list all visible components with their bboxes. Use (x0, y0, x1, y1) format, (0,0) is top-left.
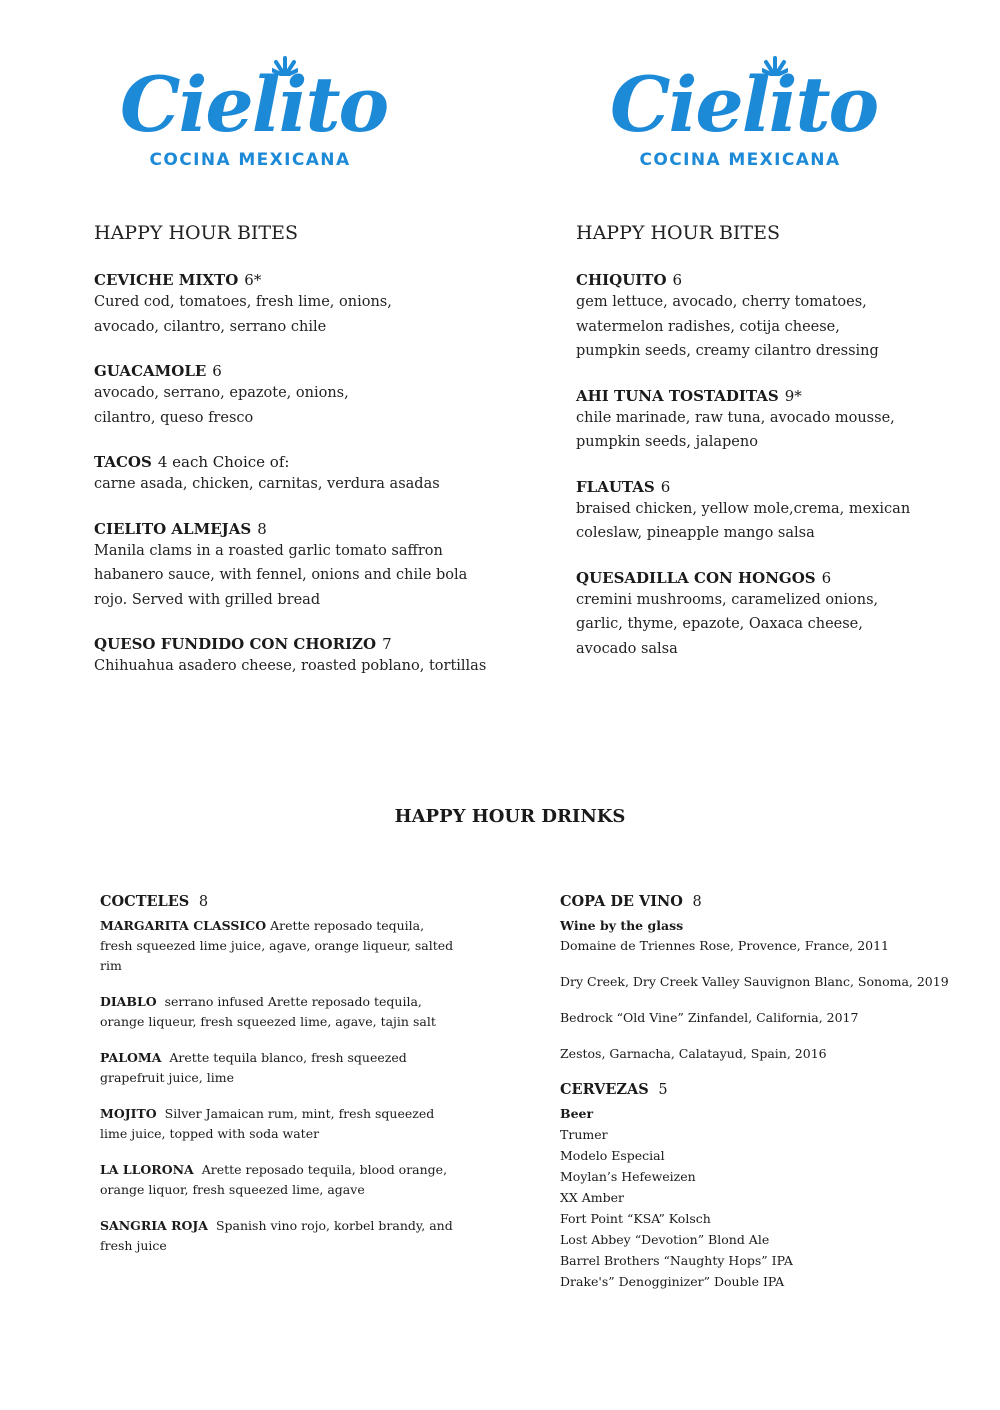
brand-tagline: COCINA MEXICANA (149, 150, 351, 170)
beer-item: Moylan’s Hefeweizen (560, 1169, 696, 1184)
menu-item-description: avocado, serrano, epazote, onions, cilantro, queso fresco (94, 385, 349, 426)
cocktail-name: PALOMA (100, 1050, 162, 1065)
cocktail-list (100, 916, 460, 1256)
cocktail-item (100, 1160, 460, 1200)
brand-logo-left (120, 60, 388, 170)
menu-item-heading (94, 519, 514, 539)
beer-item: Modelo Especial (560, 1148, 665, 1163)
beer-item: Drake's” Denogginizer” Double IPA (560, 1274, 785, 1289)
bites-column-right (576, 222, 976, 683)
menu-item-name: FLAUTAS (576, 477, 655, 496)
section-price: 5 (658, 1082, 668, 1098)
menu-item-name: CEVICHE MIXTO (94, 271, 239, 289)
cocktail-item (100, 1104, 460, 1144)
menu-item-name: AHI TUNA TOSTADITAS (576, 386, 779, 405)
menu-item-name: GUACAMOLE (94, 362, 207, 380)
menu-item (94, 634, 514, 679)
section-heading (560, 1080, 980, 1100)
section-heading (100, 892, 460, 912)
wine-item: Zestos, Garnacha, Calatayud, Spain, 2016 (560, 1046, 827, 1061)
menu-item-heading (94, 452, 514, 472)
agave-leaf-icon (272, 54, 298, 76)
cocktail-item (100, 1216, 460, 1256)
menu-item-price: 9* (784, 386, 802, 405)
cocktail-description: Arette reposado tequila, blood orange, orange liquor, fresh squeezed lime, agave (100, 1162, 448, 1197)
menu-item-price: 6 (212, 362, 222, 380)
cocktail-description: Spanish vino rojo, korbel brandy, and fresh juice (100, 1218, 453, 1253)
section-price: 8 (692, 894, 702, 910)
menu-item-heading (94, 634, 514, 654)
beer-item: XX Amber (560, 1190, 625, 1205)
section-title: HAPPY HOUR BITES (94, 222, 298, 244)
section-price: 8 (198, 894, 209, 910)
menu-item-heading (576, 386, 976, 406)
menu-item-description: chile marinade, raw tuna, avocado mousse, pumpkin seeds, jalapeno (576, 409, 895, 450)
beer-item: Trumer (560, 1127, 608, 1142)
cocktail-name: DIABLO (100, 994, 157, 1009)
menu-item-heading (94, 361, 514, 381)
section-heading (560, 892, 980, 912)
section-title: HAPPY HOUR BITES (576, 222, 780, 244)
menu-item-heading (576, 568, 976, 588)
menu-item-heading (576, 270, 976, 290)
beer-list (560, 1124, 980, 1292)
beer-item: Barrel Brothers “Naughty Hops” IPA (560, 1253, 793, 1268)
brand-wordmark: Cielito (610, 62, 870, 148)
menu-item-price: 6* (244, 271, 262, 289)
menu-item (576, 477, 976, 546)
menu-item (94, 519, 514, 613)
menu-item-price: 7 (382, 635, 392, 653)
beer-item: Lost Abbey “Devotion” Blond Ale (560, 1232, 770, 1247)
section-name: COCTELES (100, 893, 190, 910)
cocktail-name: SANGRIA ROJA (100, 1218, 209, 1233)
cocktail-name: LA LLORONA (100, 1162, 194, 1177)
cocktail-item (100, 916, 460, 976)
menu-item-price: 6 (660, 477, 671, 496)
menu-item-description: carne asada, chicken, carnitas, verdura asadas (94, 476, 440, 492)
menu-item-price: 8 (257, 519, 267, 538)
menu-item-name: TACOS (94, 453, 152, 471)
menu-item-price: 6 (821, 568, 832, 587)
menu-item (576, 568, 976, 662)
menu-item-description: braised chicken, yellow mole,crema, mexican coleslaw, pineapple mango salsa (576, 500, 911, 541)
menu-item (576, 270, 976, 364)
wine-beer-section (560, 892, 980, 1292)
brand-logo-right (610, 60, 878, 170)
menu-item-description: Chihuahua asadero cheese, roasted poblano, tortillas (94, 658, 487, 674)
menu-item-description: gem lettuce, avocado, cherry tomatoes, watermelon radishes, cotija cheese, pumpkin seeds, creamy cilantro dressing (576, 294, 879, 359)
cocteles-section (100, 892, 460, 1272)
cocktail-item (100, 992, 460, 1032)
brand-tagline: COCINA MEXICANA (639, 150, 841, 170)
menu-item-price: 6 (672, 271, 683, 289)
menu-item (94, 361, 514, 430)
menu-item-heading (94, 270, 514, 290)
beer-subtitle: Beer (560, 1106, 594, 1121)
menu-item-name: CHIQUITO (576, 271, 667, 289)
section-name: CERVEZAS (560, 1081, 649, 1098)
menu-item-heading (576, 477, 976, 497)
wine-subtitle: Wine by the glass (560, 918, 684, 933)
menu-item-price: 4 each Choice of: (157, 453, 290, 471)
cocktail-name: MOJITO (100, 1106, 157, 1121)
section-name: COPA DE VINO (560, 893, 683, 910)
menu-item-list (576, 270, 976, 661)
menu-item (94, 452, 514, 497)
cocktail-description: Silver Jamaican rum, mint, fresh squeezed lime juice, topped with soda water (100, 1106, 435, 1141)
wine-item: Dry Creek, Dry Creek Valley Sauvignon Blanc, Sonoma, 2019 (560, 974, 949, 989)
wine-item: Domaine de Triennes Rose, Provence, France, 2011 (560, 938, 890, 953)
beer-item: Fort Point “KSA” Kolsch (560, 1211, 711, 1226)
cocktail-description: Arette reposado tequila, fresh squeezed lime juice, agave, orange liqueur, salted rim (100, 918, 454, 973)
wine-item: Bedrock “Old Vine” Zinfandel, California, 2017 (560, 1010, 859, 1025)
drinks-title: HAPPY HOUR DRINKS (394, 806, 626, 827)
menu-item-description: Cured cod, tomatoes, fresh lime, onions, avocado, cilantro, serrano chile (94, 294, 392, 335)
menu-item (94, 270, 514, 339)
menu-item-name: QUESO FUNDIDO CON CHORIZO (94, 635, 377, 653)
agave-leaf-icon (762, 54, 788, 76)
brand-wordmark: Cielito (120, 62, 380, 148)
cocktail-description: Arette tequila blanco, fresh squeezed grapefruit juice, lime (100, 1050, 407, 1085)
menu-item-name: CIELITO ALMEJAS (94, 519, 252, 538)
menu-item-name: QUESADILLA CON HONGOS (576, 568, 816, 587)
cocktail-item (100, 1048, 460, 1088)
cocktail-description: serrano infused Arette reposado tequila, orange liqueur, fresh squeezed lime, agave, tajin salt (100, 994, 436, 1029)
menu-item-list (94, 270, 514, 679)
menu-item-description: Manila clams in a roasted garlic tomato saffron habanero sauce, with fennel, onions and chile bola rojo. Served with grilled bread (94, 542, 468, 608)
wine-list (560, 936, 980, 1064)
menu-item-description: cremini mushrooms, caramelized onions, garlic, thyme, epazote, Oaxaca cheese, avocado salsa (576, 591, 879, 657)
cocktail-name: MARGARITA CLASSICO (100, 918, 267, 933)
menu-item (576, 386, 976, 455)
bites-column-left (94, 222, 514, 701)
